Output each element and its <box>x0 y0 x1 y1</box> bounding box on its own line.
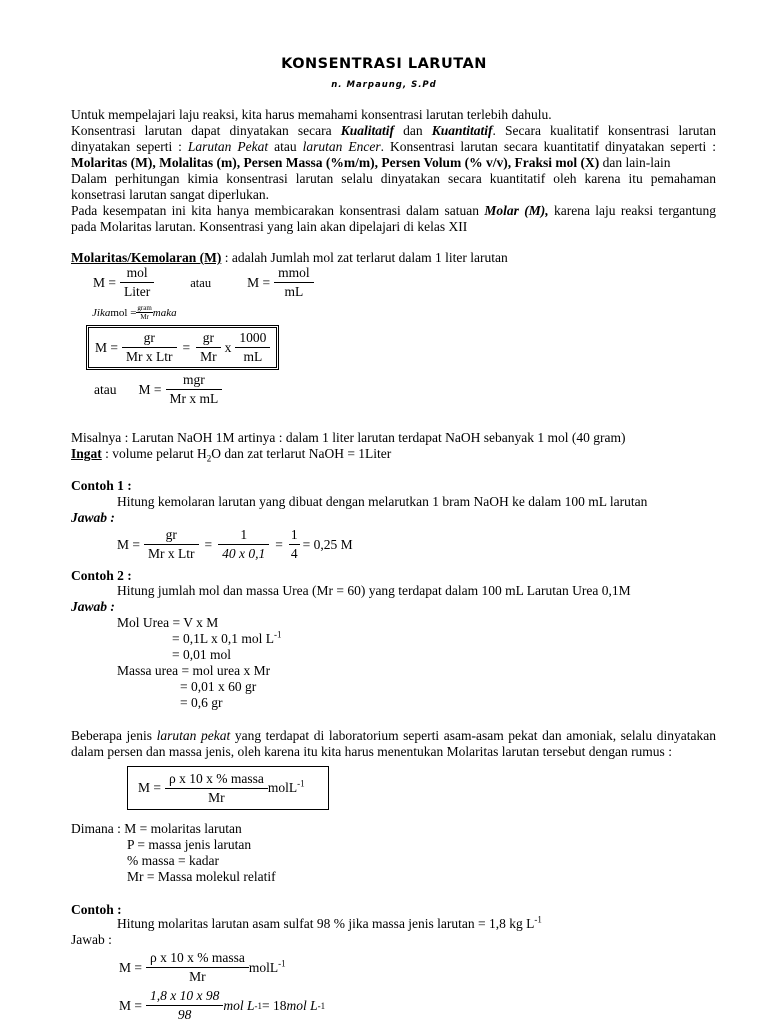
molaritas-heading: Molaritas/Kemolaran (M) <box>71 250 222 265</box>
misalnya-text: Misalnya : Larutan NaOH 1M artinya : dalam 1 liter larutan terdapat NaOH sebanyak 1 mol (40 gram) <box>71 430 626 445</box>
contoh-1-formula: M = $\frac{gr}{\text{Mr x Ltr}}$ = $\frac{1}{40 x 0,1}$ = $\frac{1}{4}$ = 0,25 M <box>117 527 353 561</box>
contoh-2-question: Hitung jumlah mol dan massa Urea (Mr = 60) yang terdapat dalam 100 mL Larutan Urea 0,1M <box>117 583 631 598</box>
pekat-line-2: dalam persen dan massa jenis, oleh karena itu kita harus menentukan Molaritas larutan tersebut dengan rumus : <box>71 744 672 759</box>
formula-mgr: atau M = $\frac{\text{mgr}}{\text{Mr x mL}}$ <box>94 372 222 407</box>
dimana-line-1: Dimana : M = molaritas larutan <box>71 821 242 836</box>
formula-box-pekat: M = $\frac{\text{ρ x 10 x \% massa}}{Mr}$ molL$^{-1}$ <box>127 766 329 810</box>
contoh-2-jawab: Jawab : <box>71 599 115 614</box>
contoh-2-step-3: = 0,01 mol <box>172 647 231 662</box>
formula-box-molaritas: M = $\frac{gr}{\text{Mr x Ltr}}$ = $\frac{gr}{Mr}$ x $\frac{1000}{mL}$ <box>86 325 279 370</box>
contoh-3-formula-2: M = $\frac{1,8 x 10 x 98}{98}$ mol L -1 = 18 mol L -1 <box>119 988 326 1022</box>
contoh-3-jawab: Jawab : <box>71 932 112 947</box>
intro-line-8: pada Molaritas larutan. Konsentrasi yang lain akan dipelajari di kelas XII <box>71 219 468 234</box>
jika-mol-note: Jika mol = $\frac{\text{gram}}{Mr}$ maka <box>92 304 177 321</box>
contoh-3-heading: Contoh : <box>71 902 122 917</box>
author: n. Marpaung, S.Pd <box>331 80 437 90</box>
intro-line-3: dinyatakan seperti : Larutan Pekat atau larutan Encer. Konsentrasi larutan secara kuantitatif dinyatakan seperti : <box>71 139 716 154</box>
intro-line-2: Konsentrasi larutan dapat dinyatakan secara Kualitatif dan Kuantitatif. Secara kualitatif konsentrasi larutan <box>71 123 716 138</box>
contoh-2-step-5: = 0,01 x 60 gr <box>180 679 257 694</box>
page-title: KONSENTRASI LARUTAN <box>281 56 487 72</box>
intro-line-5: Dalam perhitungan kimia konsentrasi larutan selalu dinyatakan secara kuantitatif oleh karena itu pemahaman <box>71 171 716 186</box>
dimana-line-4: Mr = Massa molekul relatif <box>127 869 276 884</box>
molaritas-definition: Molaritas/Kemolaran (M) : adalah Jumlah mol zat terlarut dalam 1 liter larutan <box>71 250 508 265</box>
contoh-3-question: Hitung molaritas larutan asam sulfat 98 % jika massa jenis larutan = 1,8 kg $L^{-1}$ <box>117 914 542 931</box>
contoh-2-step-6: = 0,6 gr <box>180 695 223 710</box>
intro-line-1: Untuk mempelajari laju reaksi, kita harus memahami konsentrasi larutan terlebih dahulu. <box>71 107 552 122</box>
contoh-3-formula-1: M = $\frac{\text{ρ x 10 x \% massa}}{Mr}$ molL$^{-1}$ <box>119 950 286 984</box>
contoh-1-heading: Contoh 1 : <box>71 478 132 493</box>
formula-molaritas: M = $\frac{\text{mol}}{\text{Liter}}$ atau M = $\frac{\text{mmol}}{mL}$ <box>93 265 314 300</box>
contoh-2-step-1: Mol Urea = V x M <box>117 615 219 630</box>
contoh-2-step-4: Massa urea = mol urea x Mr <box>117 663 271 678</box>
contoh-2-step-2: = 0,1L x 0,1 mol $L^{-1}$ <box>172 629 282 646</box>
dimana-line-3: % massa = kadar <box>127 853 219 868</box>
pekat-line-1: Beberapa jenis larutan pekat yang terdapat di laboratorium seperti asam-asam pekat dan amoniak, selalu dinyatakan <box>71 728 716 743</box>
contoh-1-question: Hitung kemolaran larutan yang dibuat dengan melarutkan 1 bram NaOH ke dalam 100 mL larutan <box>117 494 648 509</box>
contoh-1-jawab: Jawab : <box>71 510 115 525</box>
intro-line-6: konsetrasi larutan sangat diperlukan. <box>71 187 269 202</box>
dimana-line-2: P = massa jenis larutan <box>127 837 252 852</box>
intro-line-7: Pada kesempatan ini kita hanya membicarakan konsentrasi dalam satuan Molar (M), karena laju reaksi tergantung <box>71 203 716 218</box>
ingat-text: Ingat : volume pelarut $H_2O$ dan zat terlarut NaOH = 1Liter <box>71 446 392 464</box>
contoh-2-heading: Contoh 2 : <box>71 568 132 583</box>
intro-line-4: Molaritas (M), Molalitas (m), Persen Massa (%m/m), Persen Volum (% v/v), Fraksi mol (X) dan lain-lain <box>71 155 671 170</box>
